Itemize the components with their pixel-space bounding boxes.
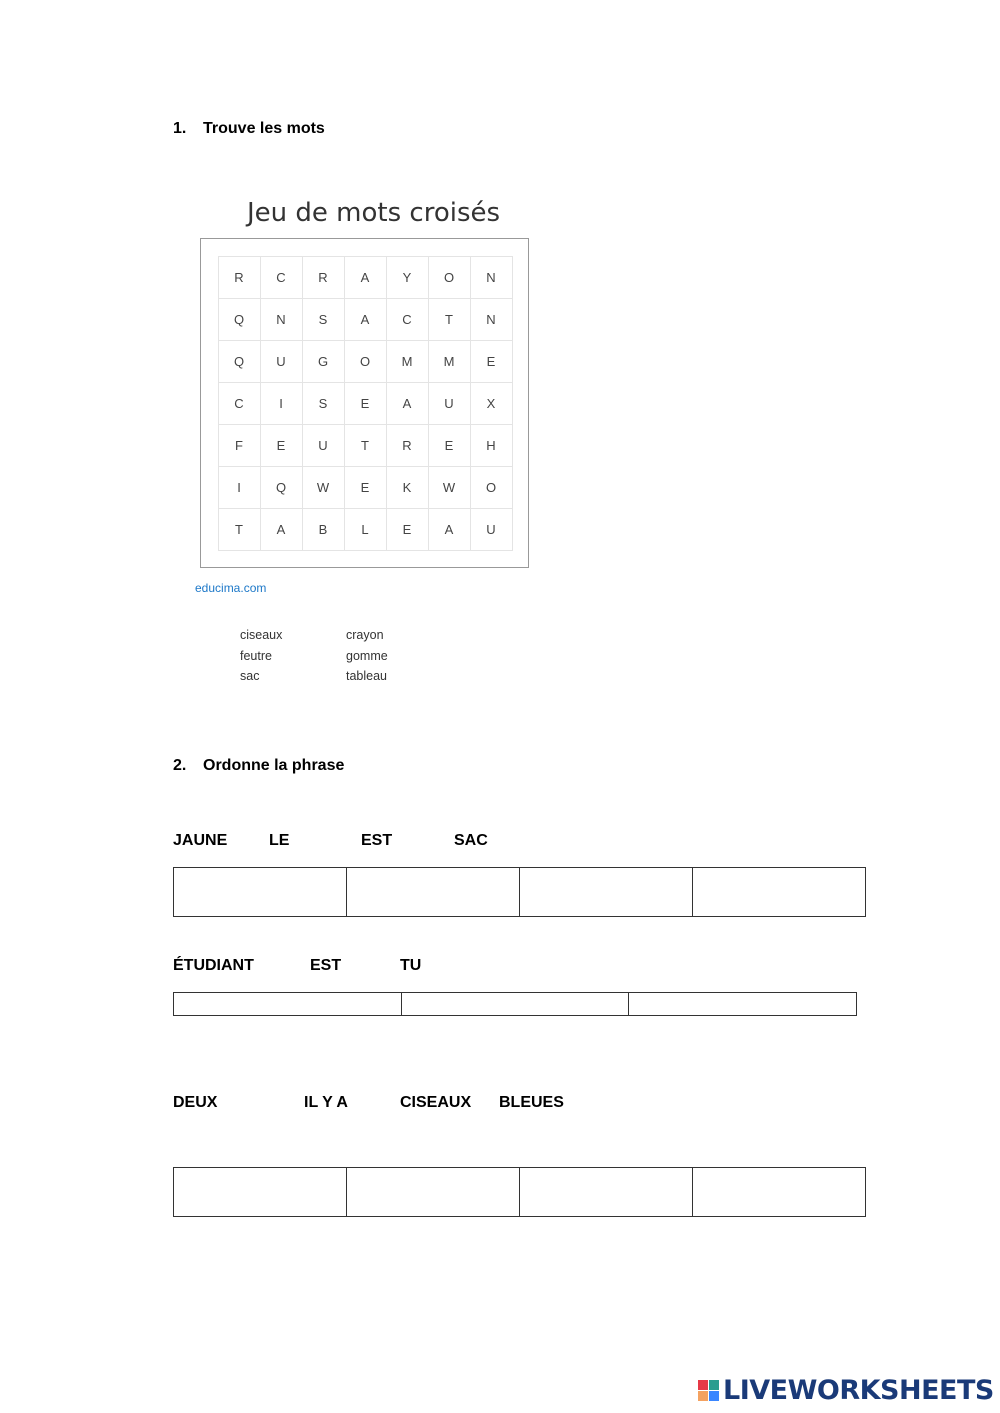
grid-cell: U xyxy=(260,340,303,383)
grid-cell: G xyxy=(302,340,345,383)
grid-cell: R xyxy=(386,424,429,467)
brand-name: LIVEWORKSHEETS xyxy=(723,1375,994,1406)
answer-box[interactable] xyxy=(519,1168,692,1216)
grid-cell: O xyxy=(428,256,471,299)
grid-cell: I xyxy=(218,466,261,509)
grid-cell: C xyxy=(218,382,261,425)
answer-box[interactable] xyxy=(346,1168,519,1216)
word-list-item: sac xyxy=(240,669,260,683)
grid-cell: A xyxy=(344,298,387,341)
grid-cell: C xyxy=(386,298,429,341)
grid-cell: W xyxy=(428,466,471,509)
grid-cell: Y xyxy=(386,256,429,299)
section-1-heading xyxy=(173,120,325,138)
answer-box[interactable] xyxy=(692,868,865,916)
grid-cell: L xyxy=(344,508,387,551)
word-list-item: ciseaux xyxy=(240,628,283,642)
grid-cell: Q xyxy=(218,298,261,341)
grid-cell: E xyxy=(344,466,387,509)
word-list-right xyxy=(346,625,426,687)
grid-cell: E xyxy=(470,340,513,383)
section-number: 1. xyxy=(173,120,187,137)
word-token: TU xyxy=(400,957,422,974)
exercise-2-words xyxy=(0,957,1000,979)
word-list-item: crayon xyxy=(346,628,384,642)
word-list-item: gomme xyxy=(346,648,388,663)
answer-box[interactable] xyxy=(174,993,401,1015)
grid-cell: M xyxy=(428,340,471,383)
grid-cell: E xyxy=(344,382,387,425)
grid-cell: N xyxy=(260,298,303,341)
answer-box[interactable] xyxy=(346,868,519,916)
grid-cell: T xyxy=(428,298,471,341)
grid-cell: H xyxy=(470,424,513,467)
word-token: IL Y A xyxy=(304,1094,348,1111)
word-token: LE xyxy=(269,832,290,849)
logo-tile xyxy=(698,1391,708,1401)
exercise-1-words xyxy=(0,832,1000,854)
grid-cell: K xyxy=(386,466,429,509)
answer-box[interactable] xyxy=(174,1168,346,1216)
grid-cell: R xyxy=(302,256,345,299)
wordsearch-title: Jeu de mots croisés xyxy=(247,198,501,228)
word-token: SAC xyxy=(454,832,488,849)
word-token: JAUNE xyxy=(173,832,228,849)
section-title: Trouve les mots xyxy=(203,120,325,137)
grid-cell: Q xyxy=(218,340,261,383)
exercise-1-answer-row xyxy=(173,867,866,917)
grid-cell: E xyxy=(260,424,303,467)
logo-tile xyxy=(698,1380,708,1390)
word-token: EST xyxy=(310,957,342,974)
grid-cell: U xyxy=(302,424,345,467)
grid-cell: E xyxy=(428,424,471,467)
grid-cell: I xyxy=(260,382,303,425)
grid-cell: A xyxy=(260,508,303,551)
exercise-3-answer-row xyxy=(173,1167,866,1217)
grid-cell: N xyxy=(470,256,513,299)
logo-tile xyxy=(709,1380,719,1390)
grid-cell: N xyxy=(470,298,513,341)
grid-cell: A xyxy=(344,256,387,299)
grid-cell: F xyxy=(218,424,261,467)
source-credit: educima.com xyxy=(195,581,267,595)
exercise-3-words xyxy=(0,1094,1000,1116)
liveworksheets-logo xyxy=(698,1375,994,1406)
section-number: 2. xyxy=(173,757,187,774)
word-token: BLEUES xyxy=(499,1094,564,1111)
answer-box[interactable] xyxy=(692,1168,865,1216)
grid-cell: B xyxy=(302,508,345,551)
grid-cell: X xyxy=(470,382,513,425)
grid-cell: A xyxy=(386,382,429,425)
word-list-item: tableau xyxy=(346,669,388,683)
word-token: EST xyxy=(361,832,393,849)
grid-cell: O xyxy=(344,340,387,383)
wordsearch-grid xyxy=(218,256,512,550)
wordsearch-frame xyxy=(200,238,529,568)
grid-cell: T xyxy=(344,424,387,467)
grid-cell: W xyxy=(302,466,345,509)
answer-box[interactable] xyxy=(519,868,692,916)
word-token: ÉTUDIANT xyxy=(173,957,254,974)
answer-box[interactable] xyxy=(628,993,856,1015)
grid-cell: C xyxy=(260,256,303,299)
section-2-heading xyxy=(173,757,344,775)
section-title: Ordonne la phrase xyxy=(203,757,345,774)
grid-cell: S xyxy=(302,382,345,425)
grid-cell: A xyxy=(428,508,471,551)
grid-cell: U xyxy=(470,508,513,551)
grid-cell: S xyxy=(302,298,345,341)
answer-box[interactable] xyxy=(401,993,629,1015)
liveworksheets-icon xyxy=(698,1380,719,1401)
grid-cell: O xyxy=(470,466,513,509)
answer-box[interactable] xyxy=(174,868,346,916)
exercise-2-answer-row xyxy=(173,992,857,1016)
word-token: DEUX xyxy=(173,1094,218,1111)
grid-cell: R xyxy=(218,256,261,299)
grid-cell: T xyxy=(218,508,261,551)
word-list-item: feutre xyxy=(240,648,272,663)
word-list-left xyxy=(240,625,305,687)
grid-cell: E xyxy=(386,508,429,551)
word-token: CISEAUX xyxy=(400,1094,472,1111)
grid-cell: M xyxy=(386,340,429,383)
grid-cell: Q xyxy=(260,466,303,509)
grid-cell: U xyxy=(428,382,471,425)
logo-tile xyxy=(709,1391,719,1401)
